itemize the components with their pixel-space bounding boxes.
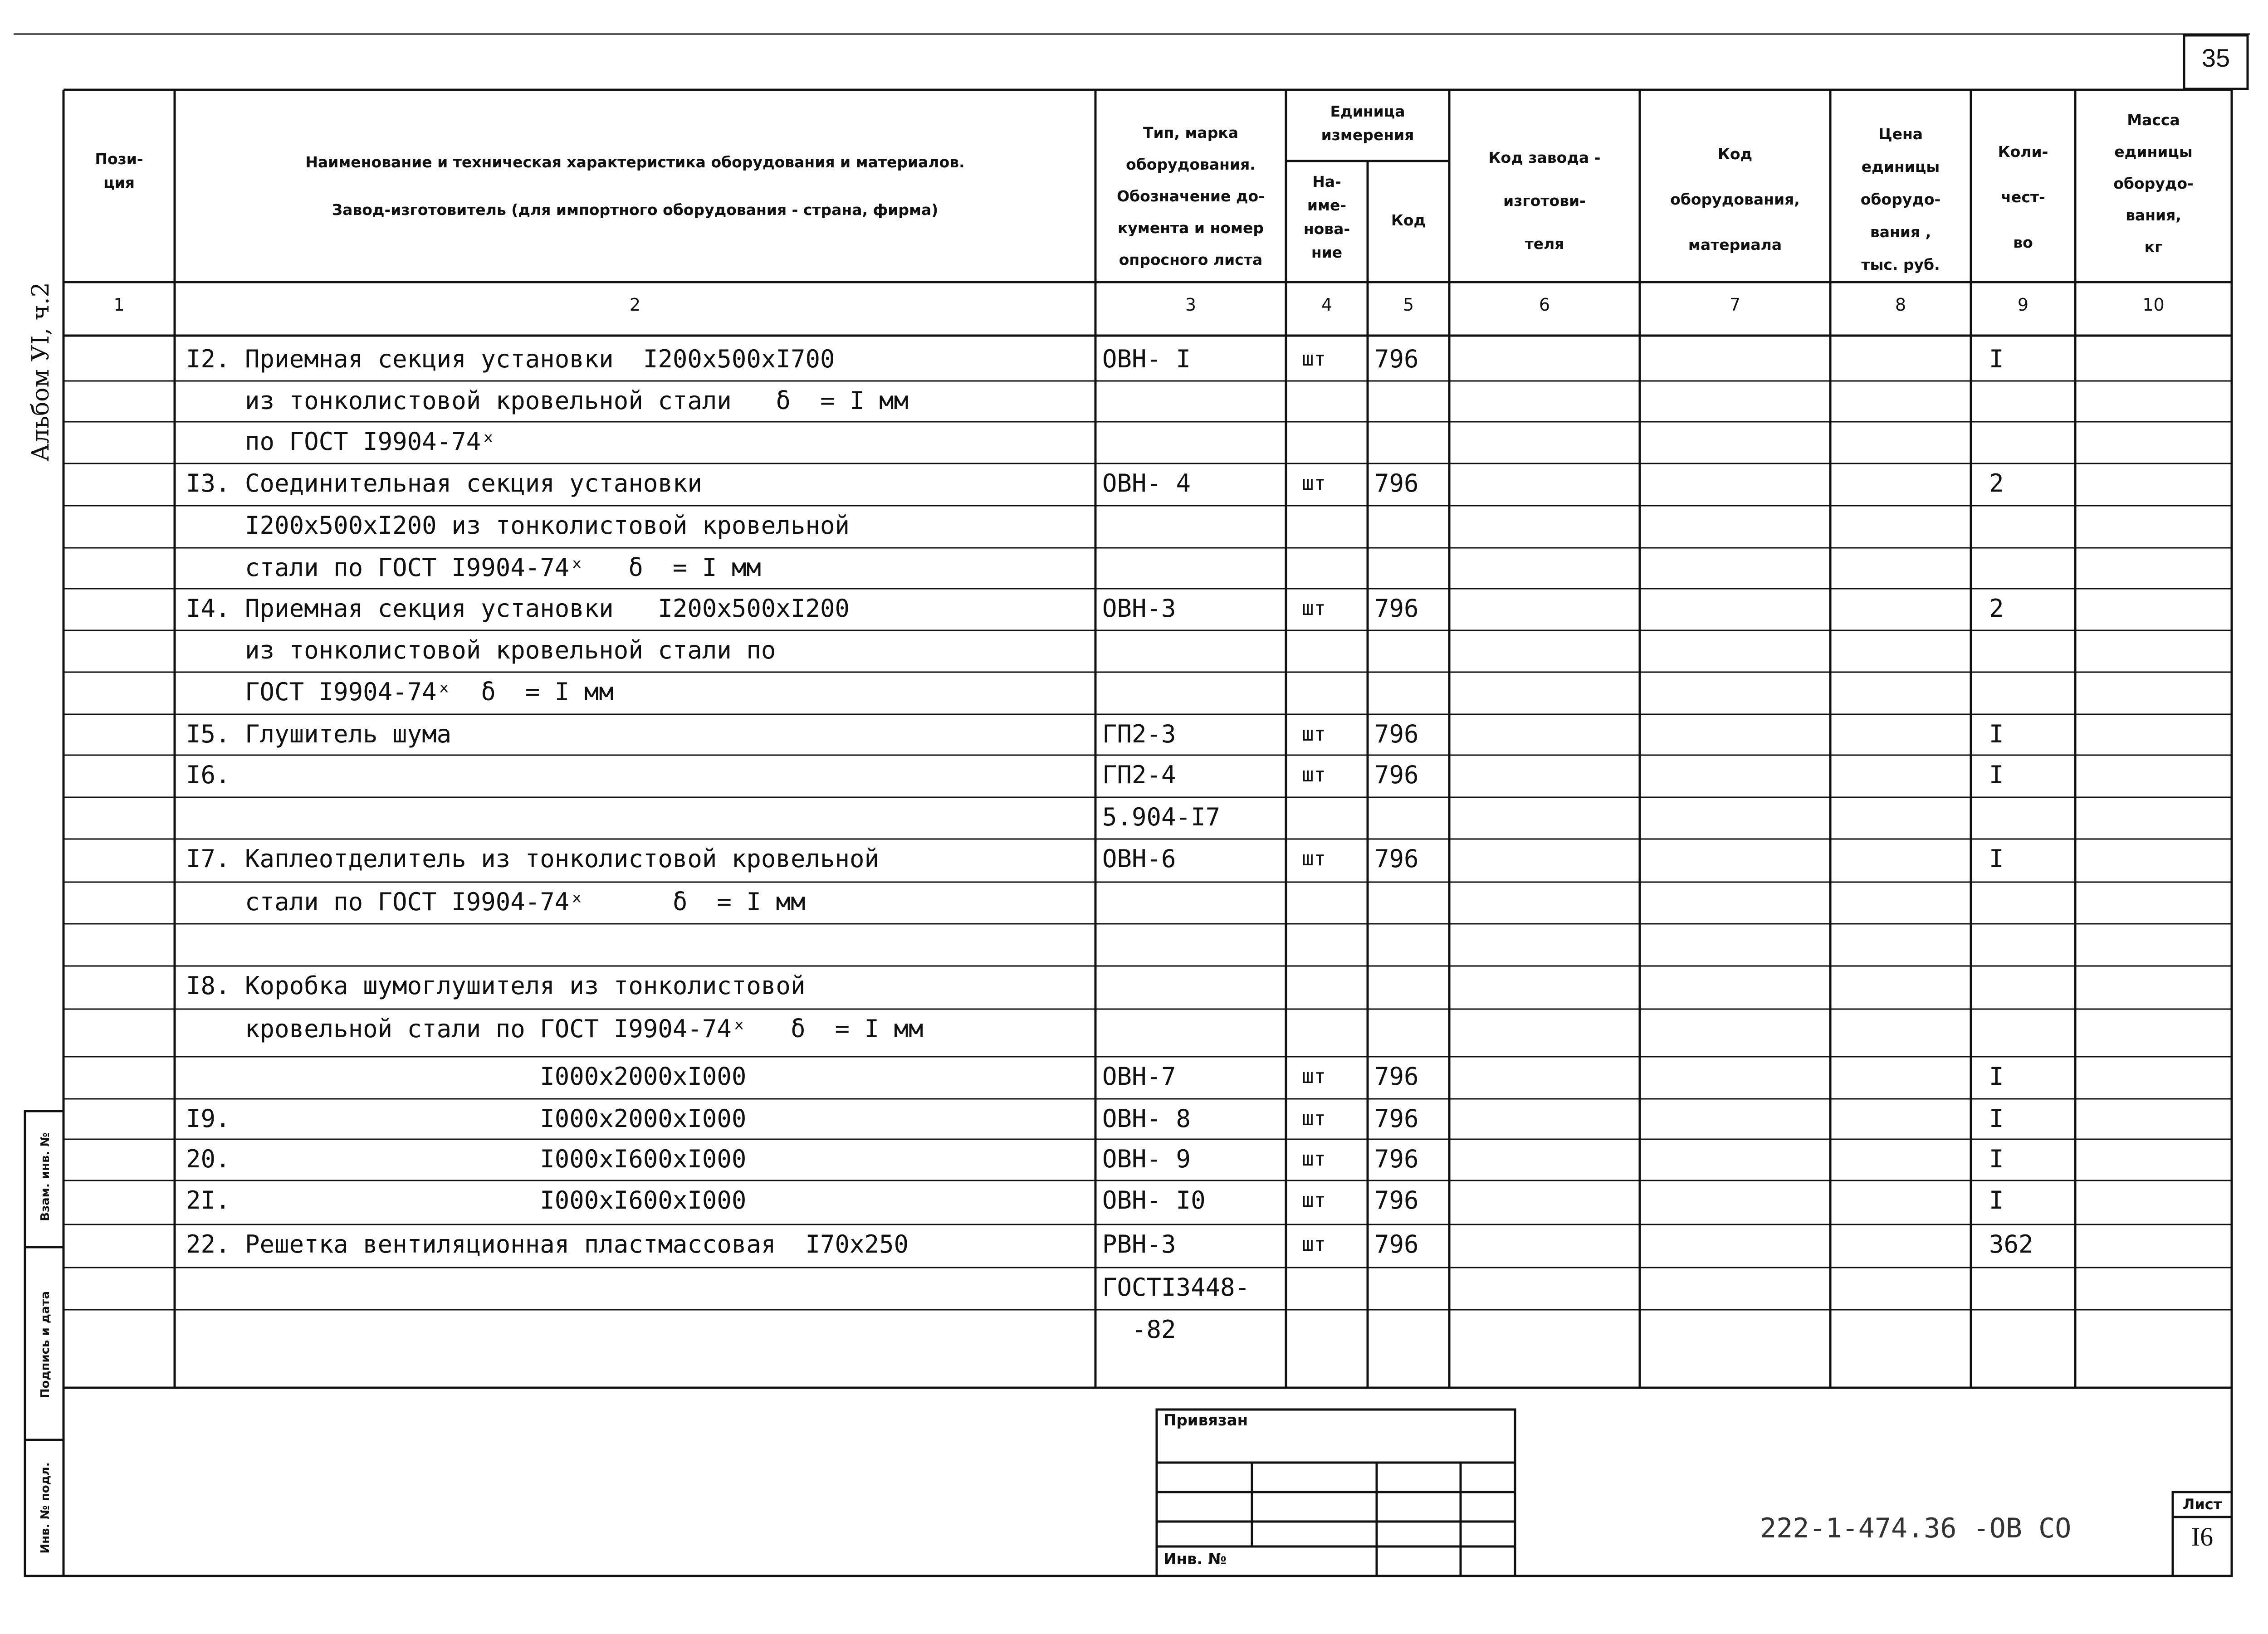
stamp-inv-podl: Инв. № подл. <box>39 1462 52 1554</box>
cell-name: I7. Каплеотделитель из тонколистовой кровельной <box>186 844 880 873</box>
header-unit-name-line4: ние <box>1311 244 1343 261</box>
cell-name: по ГОСТ I9904-74ˣ <box>186 427 496 456</box>
cell-unit: шт <box>1302 1189 1326 1212</box>
cell-code: 796 <box>1374 1145 1419 1173</box>
header-type-line1: Тип, марка <box>1143 124 1238 141</box>
header-equipment-code <box>1640 132 1830 268</box>
header-equipment-line3: материала <box>1688 236 1782 254</box>
cell-type: ОВН-6 <box>1102 844 1176 873</box>
header-price-line4: вания , <box>1870 223 1931 241</box>
cell-qty: I <box>1989 1104 2004 1133</box>
cell-name: кровельной стали по ГОСТ I9904-74ˣ δ = I мм <box>186 1015 924 1043</box>
header-mass-line2: единицы <box>2114 143 2193 161</box>
header-factory-line1: Код завода - <box>1488 149 1601 166</box>
cell-code: 796 <box>1374 844 1419 873</box>
header-unit-line2: измерения <box>1321 126 1414 144</box>
header-unit-line1: Единица <box>1330 102 1405 120</box>
header-factory-code <box>1449 136 1640 265</box>
column-number-7: 7 <box>1729 295 1741 315</box>
stamp-vzam-inv: Взам. инв. № <box>39 1132 52 1221</box>
cell-name: стали по ГОСТ I9904-74ˣ δ = I мм <box>186 553 761 582</box>
sheet-number: I6 <box>2191 1522 2214 1551</box>
header-quantity-line2: чест- <box>2001 188 2045 206</box>
cell-unit: шт <box>1302 347 1326 371</box>
cell-type: ГП2-3 <box>1102 720 1176 748</box>
binding-inv-label: Инв. № <box>1163 1550 1227 1568</box>
header-name-line2: Завод-изготовитель (для импортного оборудования - страна, фирма) <box>332 201 938 219</box>
header-type-line4: кумента и номер <box>1117 219 1264 237</box>
header-unit-name-line2: име- <box>1307 196 1347 214</box>
cell-type: ГОСТI3448- <box>1102 1273 1250 1302</box>
header-factory-line3: теля <box>1525 235 1564 253</box>
cell-name: I6. <box>186 761 230 789</box>
column-number-6: 6 <box>1539 295 1550 315</box>
cell-type: ОВН- I <box>1102 345 1191 373</box>
header-unit-name-line1: На- <box>1312 173 1341 190</box>
header-factory-line2: изготови- <box>1503 192 1586 210</box>
cell-type: ГП2-4 <box>1102 761 1176 789</box>
cell-unit: шт <box>1302 763 1326 786</box>
cell-name: ГОСТ I9904-74ˣ δ = I мм <box>186 678 614 706</box>
cell-code: 796 <box>1374 469 1419 498</box>
cell-code: 796 <box>1374 720 1419 748</box>
cell-qty: I <box>1989 1145 2004 1173</box>
column-number-8: 8 <box>1895 295 1906 315</box>
header-mass-line4: вания, <box>2126 206 2181 224</box>
header-type-line2: оборудования. <box>1126 156 1256 173</box>
header-unit-code: Код <box>1391 211 1426 229</box>
cell-type: ОВН-3 <box>1102 594 1176 623</box>
header-price-line2: единицы <box>1861 158 1940 176</box>
cell-type: -82 <box>1102 1315 1176 1344</box>
cell-name: 22. Решетка вентиляционная пластмассовая I70x250 <box>186 1230 909 1258</box>
cell-name: 2I. I000xI600xI000 <box>186 1186 747 1215</box>
cell-name: I4. Приемная секция установки I200x500xI200 <box>186 594 850 623</box>
header-mass-line3: оборудо- <box>2113 175 2194 192</box>
column-number-1: 1 <box>113 295 125 315</box>
header-type-line3: Обозначение до- <box>1117 187 1265 205</box>
cell-type: ОВН-7 <box>1102 1062 1176 1091</box>
cell-type: РВН-3 <box>1102 1230 1176 1258</box>
header-unit <box>1286 100 1449 147</box>
column-number-2: 2 <box>629 295 641 315</box>
header-mass <box>2075 104 2232 263</box>
cell-type: ОВН- 8 <box>1102 1104 1191 1133</box>
header-name-line1: Наименование и техническая характеристика оборудования и материалов. <box>305 153 965 171</box>
cell-unit: шт <box>1302 1233 1326 1256</box>
header-quantity <box>1971 129 2075 265</box>
stamp-sign-date: Подпись и дата <box>39 1291 52 1399</box>
cell-name: стали по ГОСТ I9904-74ˣ δ = I мм <box>186 888 806 916</box>
cell-qty: I <box>1989 345 2004 373</box>
cell-name: из тонколистовой кровельной стали δ = I мм <box>186 386 909 415</box>
header-position-line1: Пози- <box>95 150 143 168</box>
cell-qty: I <box>1989 1062 2004 1091</box>
column-number-10: 10 <box>2142 295 2165 315</box>
header-mass-line1: Масса <box>2127 111 2180 129</box>
cell-name: I8. Коробка шумоглушителя из тонколистовой <box>186 971 806 1000</box>
header-equipment-line2: оборудования, <box>1670 190 1800 208</box>
cell-qty: 2 <box>1989 594 2004 623</box>
cell-code: 796 <box>1374 1186 1419 1215</box>
cell-name: I000x2000xI000 <box>186 1062 747 1091</box>
header-mass-line5: кг <box>2144 238 2163 256</box>
cell-name: I5. Глушитель шума <box>186 720 452 748</box>
column-number-3: 3 <box>1185 295 1197 315</box>
header-price-line5: тыс. руб. <box>1861 256 1940 273</box>
column-number-4: 4 <box>1321 295 1333 315</box>
cell-name: 20. I000xI600xI000 <box>186 1145 747 1173</box>
cell-qty: I <box>1989 761 2004 789</box>
cell-qty: I <box>1989 720 2004 748</box>
cell-type: ОВН- I0 <box>1102 1186 1206 1215</box>
cell-name: I3. Соединительная секция установки <box>186 469 702 498</box>
cell-code: 796 <box>1374 345 1419 373</box>
cell-code: 796 <box>1374 761 1419 789</box>
cell-type: ОВН- 9 <box>1102 1145 1191 1173</box>
cell-type: 5.904-I7 <box>1102 803 1221 831</box>
header-price-line3: оборудо- <box>1860 190 1941 208</box>
column-number-5: 5 <box>1403 295 1414 315</box>
header-quantity-line1: Коли- <box>1998 143 2048 161</box>
cell-unit: шт <box>1302 847 1326 870</box>
cell-code: 796 <box>1374 1230 1419 1258</box>
column-number-9: 9 <box>2017 295 2029 315</box>
header-price-line1: Цена <box>1878 125 1923 143</box>
binding-title: Привязан <box>1163 1411 1248 1429</box>
cell-unit: шт <box>1302 722 1326 746</box>
header-type <box>1095 117 1286 276</box>
cell-name: из тонколистовой кровельной стали по <box>186 636 776 664</box>
cell-qty: I <box>1989 1186 2004 1215</box>
header-position <box>64 147 175 195</box>
cell-unit: шт <box>1302 1107 1326 1130</box>
header-unit-name <box>1286 170 1368 264</box>
cell-qty: 2 <box>1989 469 2004 498</box>
cell-name: I2. Приемная секция установки I200x500xI700 <box>186 345 835 373</box>
cell-qty: 362 <box>1989 1230 2033 1258</box>
album-label: Альбом УI, ч.2 <box>27 282 54 462</box>
cell-name: I200x500xI200 из тонколистовой кровельной <box>186 511 850 540</box>
header-unit-name-line3: нова- <box>1303 220 1350 238</box>
cell-unit: шт <box>1302 1065 1326 1088</box>
header-price <box>1830 118 1971 281</box>
sheet-label: Лист <box>2182 1496 2222 1513</box>
cell-name: I9. I000x2000xI000 <box>186 1104 747 1133</box>
header-equipment-line1: Код <box>1717 145 1753 163</box>
header-name <box>175 138 1095 234</box>
header-position-line2: ция <box>103 174 135 191</box>
cell-unit: шт <box>1302 1147 1326 1171</box>
cell-unit: шт <box>1302 597 1326 620</box>
cell-unit: шт <box>1302 472 1326 495</box>
cell-qty: I <box>1989 844 2004 873</box>
cell-code: 796 <box>1374 1062 1419 1091</box>
cell-code: 796 <box>1374 594 1419 623</box>
cell-code: 796 <box>1374 1104 1419 1133</box>
header-type-line5: опросного листа <box>1119 251 1263 268</box>
header-quantity-line3: во <box>2013 234 2033 251</box>
page-number: 35 <box>2201 44 2230 72</box>
document-code: 222-1-474.36 -ОВ СО <box>1760 1512 2072 1544</box>
cell-type: ОВН- 4 <box>1102 469 1191 498</box>
